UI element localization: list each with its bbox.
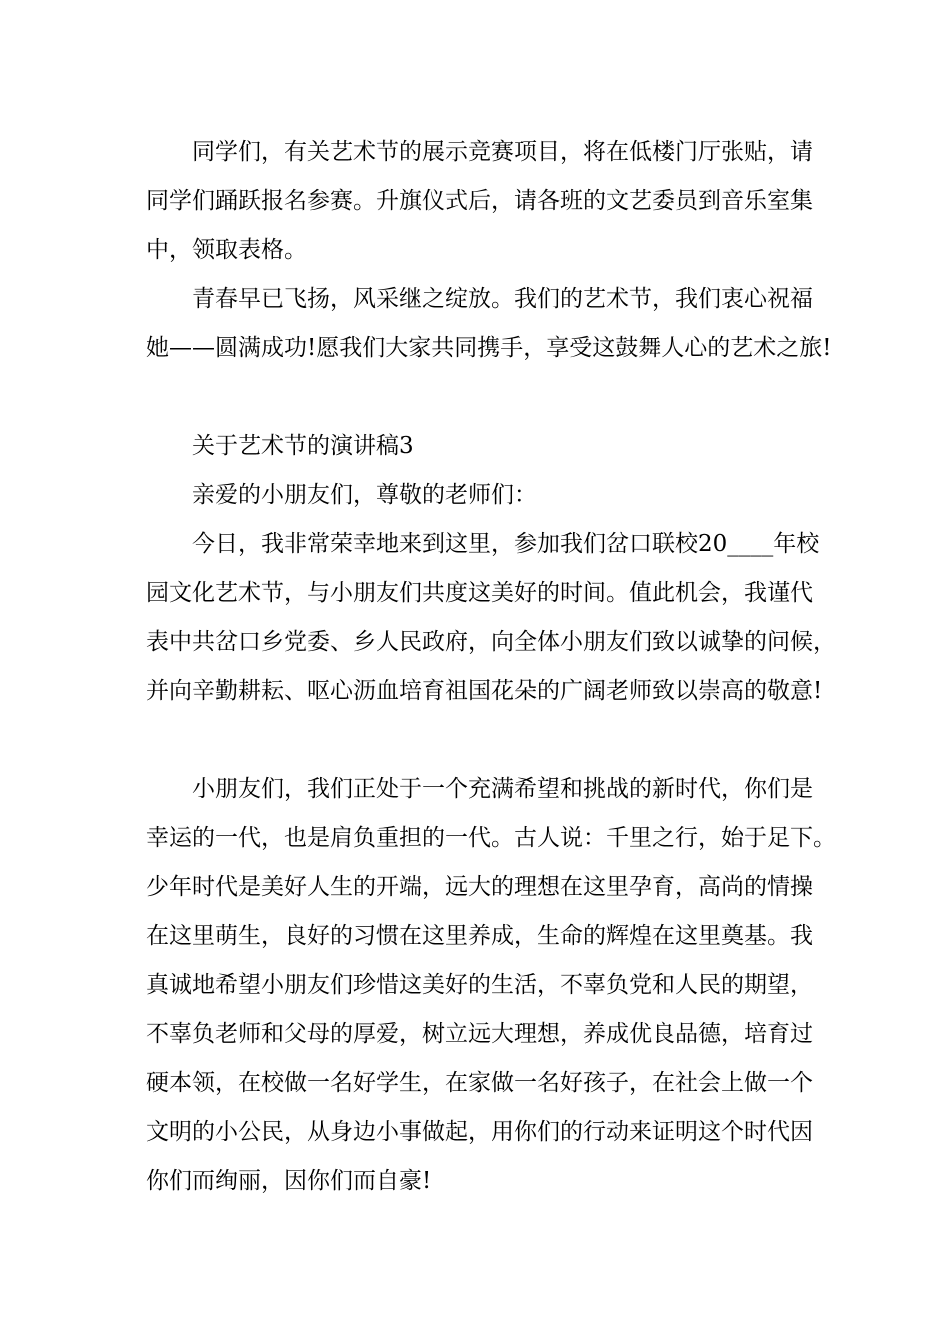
document-body xyxy=(146,128,836,1206)
text-line: 真诚地希望小朋友们珍惜这美好的生活，不辜负党和人民的期望， xyxy=(146,972,813,998)
text-line: 同学们踊跃报名参赛。升旗仪式后，请各班的文艺委员到音乐室集 xyxy=(146,188,813,214)
salutation: 亲爱的小朋友们，尊敬的老师们： xyxy=(192,482,537,508)
text-line: 今日，我非常荣幸地来到这里，参加我们岔口联校20____年校 xyxy=(192,531,820,557)
paragraph-3 xyxy=(146,520,836,716)
blank-line xyxy=(146,716,818,765)
text-line: 不辜负老师和父母的厚爱，树立远大理想，养成优良品德，培育过 xyxy=(146,1021,813,1047)
text-line: 青春早已飞扬，风采继之绽放。我们的艺术节，我们衷心祝福 xyxy=(192,286,813,312)
text-line: 硬本领，在校做一名好学生，在家做一名好孩子，在社会上做一个 xyxy=(146,1070,813,1096)
text-line: 同学们，有关艺术节的展示竞赛项目，将在低楼门厅张贴，请 xyxy=(192,139,813,165)
text-line: 中，领取表格。 xyxy=(146,237,307,263)
text-line: 文明的小公民，从身边小事做起，用你们的行动来证明这个时代因 xyxy=(146,1119,813,1145)
text-line: 她——圆满成功!愿我们大家共同携手，享受这鼓舞人心的艺术之旅! xyxy=(146,335,832,361)
text-line: 少年时代是美好人生的开端，远大的理想在这里孕育，高尚的情操 xyxy=(146,874,813,900)
text-line: 园文化艺术节，与小朋友们共度这美好的时间。值此机会，我谨代 xyxy=(146,580,813,606)
text-line: 表中共岔口乡党委、乡人民政府，向全体小朋友们致以诚挚的问候， xyxy=(146,629,836,655)
blank-line xyxy=(146,373,818,422)
text-line: 在这里萌生，良好的习惯在这里养成，生命的辉煌在这里奠基。我 xyxy=(146,923,813,949)
text-line: 小朋友们，我们正处于一个充满希望和挑战的新时代，你们是 xyxy=(192,776,813,802)
text-line: 你们而绚丽，因你们而自豪! xyxy=(146,1168,432,1194)
paragraph-2 xyxy=(146,275,832,373)
text-line: 幸运的一代，也是肩负重担的一代。古人说：千里之行，始于足下。 xyxy=(146,825,836,851)
paragraph-1 xyxy=(146,128,818,275)
paragraph-4 xyxy=(146,765,836,1206)
text-line: 并向辛勤耕耘、呕心沥血培育祖国花朵的广阔老师致以崇高的敬意! xyxy=(146,678,823,704)
section-heading: 关于艺术节的演讲稿3 xyxy=(192,433,414,459)
